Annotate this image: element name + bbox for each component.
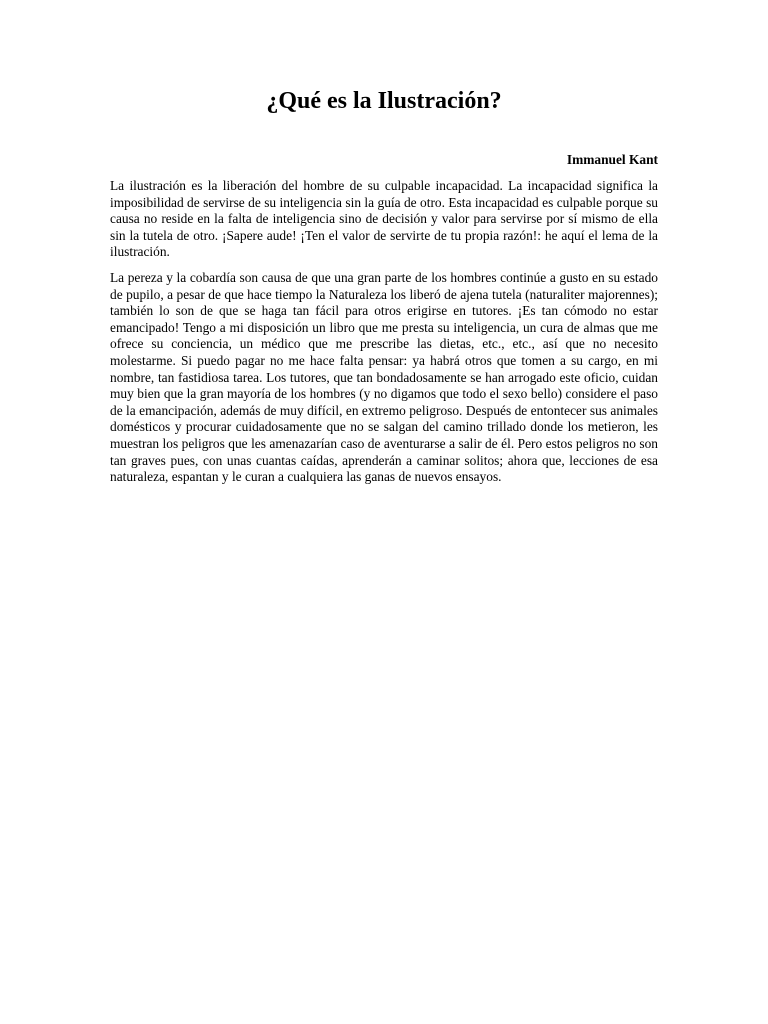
paragraph-1: La ilustración es la liberación del hombre de su culpable incapacidad. La incapacidad significa la imposibilidad de servirse de su inteligencia sin la guía de otro. Esta incapacidad es culpable porque su causa no reside en la falta de inteligencia sino de decisión y valor para servirse por sí mismo de ella sin la tutela de otro. ¡Sapere aude! ¡Ten el valor de servirte de tu propia razón!: he aquí el lema de la ilustración. (110, 178, 658, 260)
author-name: Immanuel Kant (566, 152, 658, 167)
page-title: ¿Qué es la Ilustración? (266, 88, 502, 114)
document-body (110, 178, 658, 495)
paragraph-2: La pereza y la cobardía son causa de que una gran parte de los hombres continúe a gusto en su estado de pupilo, a pesar de que hace tiempo la Naturaleza los liberó de ajena tutela (naturaliter majorennes); también lo son de que se haga tan fácil para otros erigirse en tutores. ¡Es tan cómodo no estar emancipado! Tengo a mi disposición un libro que me presta su inteligencia, un cura de almas que me ofrece su conciencia, un médico que me prescribe las dietas, etc., etc., así que no necesito molestarme. Si puedo pagar no me hace falta pensar: ya habrá otros que tomen a su cargo, en mi nombre, tan fastidiosa tarea. Los tutores, que tan bondadosamente se han arrogado este oficio, cuidan muy bien que la gran mayoría de los hombres (y no digamos que todo el sexo bello) considere el paso de la emancipación, además de muy difícil, en extremo peligroso. Después de entontecer sus animales domésticos y procurar cuidadosamente que no se salgan del camino trillado donde los metieron, les muestran los peligros que les amenazarían caso de aventurarse a salir de él. Pero estos peligros no son tan graves pues, con unas cuantas caídas, aprenderán a caminar solitos; ahora que, lecciones de esa naturaleza, espantan y le curan a cualquiera las ganas de nuevos ensayos. (110, 269, 658, 485)
